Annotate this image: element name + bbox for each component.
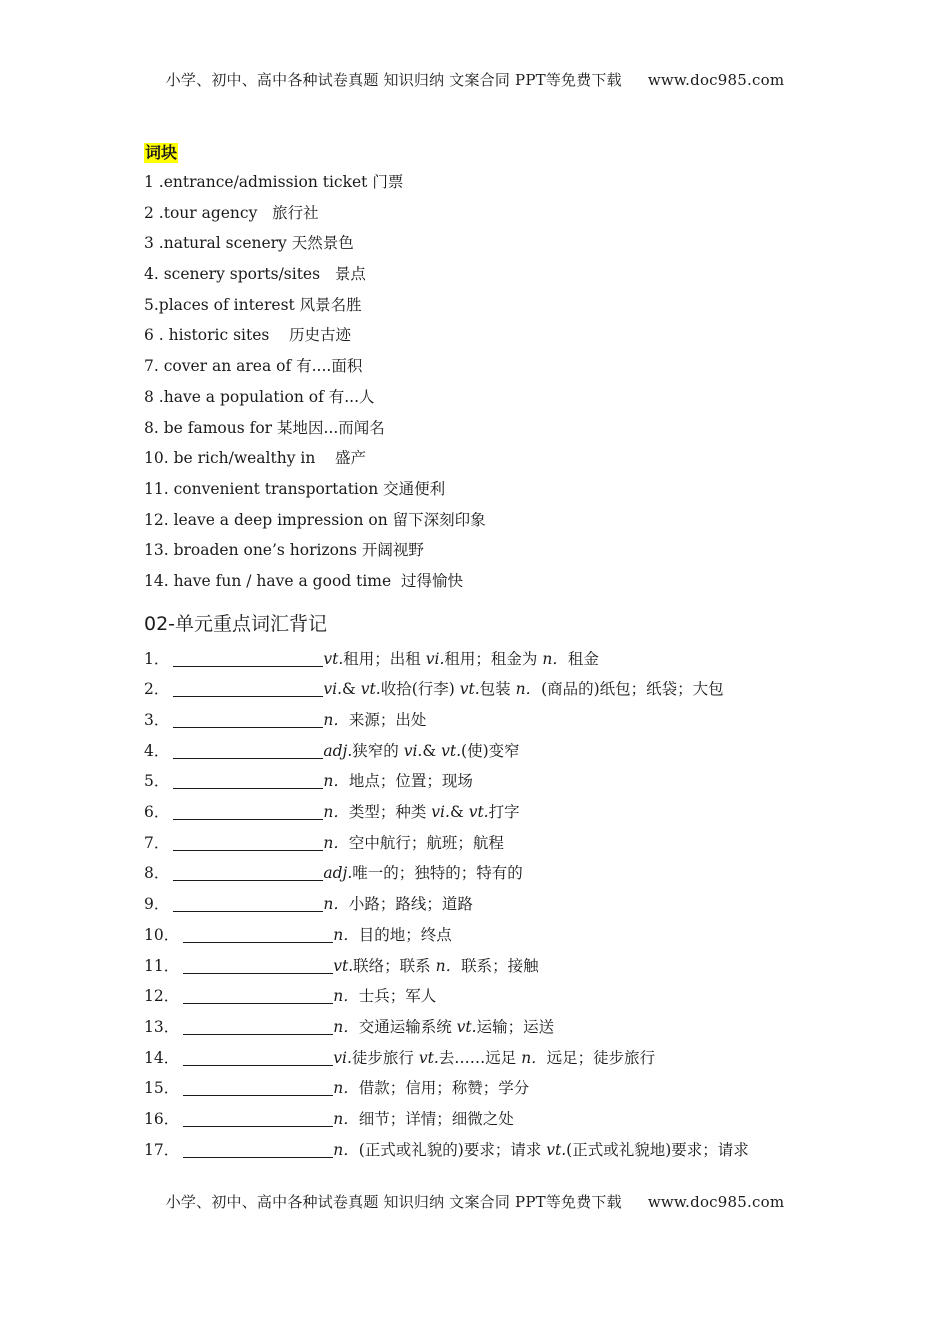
answer-blank[interactable] xyxy=(183,1077,333,1096)
part-of-speech: vi. xyxy=(323,680,343,699)
definition: & xyxy=(342,680,361,699)
part-of-speech: vt. xyxy=(418,1048,439,1067)
definition: 去……远足 xyxy=(438,1048,522,1067)
vocab-item xyxy=(144,736,844,767)
definition: 唯一的；独特的；特有的 xyxy=(352,864,523,883)
vocab-number: 9． xyxy=(144,895,170,914)
vocab-number: 13． xyxy=(144,1017,180,1036)
definition: 交通运输系统 xyxy=(358,1017,457,1036)
part-of-speech: n． xyxy=(333,1079,359,1098)
definition: 租金 xyxy=(567,649,599,668)
phrase-item: 10. be rich/wealthy in 盛产 xyxy=(144,449,367,468)
vocab-list xyxy=(144,644,844,1166)
page-footer xyxy=(0,1191,950,1212)
answer-blank[interactable] xyxy=(183,955,333,974)
answer-blank[interactable] xyxy=(173,770,323,789)
definition: (使)变窄 xyxy=(461,741,520,760)
vocab-number: 5． xyxy=(144,772,170,791)
phrase-item: 11. convenient transportation 交通便利 xyxy=(144,479,446,498)
part-of-speech: vi. xyxy=(403,741,423,760)
phrase-item: 14. have fun / have a good time 过得愉快 xyxy=(144,571,464,590)
phrase-item: 2 .tour agency 旅行社 xyxy=(144,203,319,222)
part-of-speech: n． xyxy=(333,987,359,1006)
part-of-speech: vt. xyxy=(546,1140,567,1159)
answer-blank[interactable] xyxy=(173,893,323,912)
phrase-item: 12. leave a deep impression on 留下深刻印象 xyxy=(144,510,486,529)
part-of-speech: vt. xyxy=(323,649,344,668)
vocab-item xyxy=(144,1073,844,1104)
definition: 租用；租金为 xyxy=(444,649,543,668)
answer-blank[interactable] xyxy=(173,648,323,667)
part-of-speech: n． xyxy=(333,925,359,944)
vocab-item xyxy=(144,951,844,982)
answer-blank[interactable] xyxy=(183,1108,333,1127)
vocab-number: 2． xyxy=(144,680,170,699)
header-site: www.doc985.com xyxy=(647,71,785,89)
phrase-item: 3 .natural scenery 天然景色 xyxy=(144,234,354,253)
vocab-number: 10． xyxy=(144,925,180,944)
definition: 联系；接触 xyxy=(461,956,539,975)
part-of-speech: n． xyxy=(333,1109,359,1128)
vocab-number: 1． xyxy=(144,649,170,668)
definition: 地点；位置；现场 xyxy=(348,772,473,791)
answer-blank[interactable] xyxy=(183,1016,333,1035)
phrase-item: 5.places of interest 风景名胜 xyxy=(144,295,362,314)
phrase-item: 1 .entrance/admission ticket 门票 xyxy=(144,173,404,191)
part-of-speech: n． xyxy=(542,649,568,668)
part-of-speech: vt. xyxy=(333,956,354,975)
part-of-speech: vi. xyxy=(333,1048,352,1067)
answer-blank[interactable] xyxy=(173,832,323,851)
part-of-speech: n． xyxy=(515,680,542,699)
definition: 收拾(行李) xyxy=(380,680,460,699)
phrase-item: 4. scenery sports/sites 景点 xyxy=(144,265,366,284)
phrase-list xyxy=(144,167,844,597)
part-of-speech: n． xyxy=(323,833,349,852)
vocab-item xyxy=(144,705,844,736)
part-of-speech: n． xyxy=(521,1048,547,1067)
part-of-speech: n． xyxy=(323,803,349,822)
vocab-item xyxy=(144,1135,844,1166)
definition: & xyxy=(422,741,442,760)
part-of-speech: n． xyxy=(323,772,349,791)
footer-site: www.doc985.com xyxy=(647,1193,785,1211)
part-of-speech: vt. xyxy=(459,680,480,699)
definition: 借款；信用；称赞；学分 xyxy=(358,1079,530,1098)
answer-blank[interactable] xyxy=(183,924,333,943)
definition: 类型；种类 xyxy=(348,803,432,822)
answer-blank[interactable] xyxy=(173,709,323,728)
vocab-item xyxy=(144,1012,844,1043)
phrase-item: 8. be famous for 某地因...而闻名 xyxy=(144,418,385,437)
vocab-number: 8． xyxy=(144,864,170,883)
vocab-number: 7． xyxy=(144,833,170,852)
definition: 包装 xyxy=(479,680,516,699)
part-of-speech: vt. xyxy=(360,680,381,699)
part-of-speech: n． xyxy=(333,1017,359,1036)
definition: 徒步旅行 xyxy=(351,1048,419,1067)
definition: 空中航行；航班；航程 xyxy=(348,833,504,852)
part-of-speech: vi. xyxy=(425,649,445,668)
definition: & xyxy=(449,803,469,822)
vocab-number: 15． xyxy=(144,1079,180,1098)
answer-blank[interactable] xyxy=(183,1139,333,1158)
part-of-speech: n． xyxy=(333,1140,359,1159)
part-of-speech: adj. xyxy=(323,741,353,760)
vocab-number: 16． xyxy=(144,1109,180,1128)
definition: (正式或礼貌的)要求；请求 xyxy=(358,1140,547,1159)
definition: 运输；运送 xyxy=(476,1017,555,1036)
definition: 目的地；终点 xyxy=(358,925,452,944)
definition: (商品的)纸包；纸袋；大包 xyxy=(541,680,724,699)
vocab-number: 3． xyxy=(144,711,170,729)
part-of-speech: adj. xyxy=(323,864,353,883)
vocab-item xyxy=(144,1104,844,1135)
vocab-item xyxy=(144,858,844,889)
part-of-speech: n． xyxy=(323,895,349,914)
vocab-item xyxy=(144,766,844,797)
vocab-item xyxy=(144,828,844,859)
answer-blank[interactable] xyxy=(183,1047,333,1066)
phrase-section-title: 词块 xyxy=(145,143,178,162)
vocab-number: 14． xyxy=(144,1048,180,1067)
page-header xyxy=(0,69,950,90)
definition: 联络；联系 xyxy=(353,956,436,975)
answer-blank[interactable] xyxy=(173,740,323,759)
definition: 打字 xyxy=(488,803,520,822)
vocab-item xyxy=(144,674,844,705)
vocab-item xyxy=(144,644,844,675)
part-of-speech: n． xyxy=(323,711,349,729)
definition: 租用；出租 xyxy=(343,649,426,668)
answer-blank[interactable] xyxy=(183,985,333,1004)
vocab-section-title: 02-单元重点词汇背记 xyxy=(144,612,328,635)
definition: 细节；详情；细微之处 xyxy=(358,1109,514,1128)
vocab-item xyxy=(144,920,844,951)
vocab-number: 6． xyxy=(144,803,170,822)
answer-blank[interactable] xyxy=(173,862,323,881)
definition: 小路；路线；道路 xyxy=(348,895,473,914)
part-of-speech: n． xyxy=(435,956,462,975)
vocab-item xyxy=(144,1043,844,1074)
definition: 来源；出处 xyxy=(348,711,427,729)
definition: 狭窄的 xyxy=(352,741,404,760)
part-of-speech: vt. xyxy=(441,741,462,760)
vocab-item xyxy=(144,889,844,920)
part-of-speech: vt. xyxy=(456,1017,477,1036)
answer-blank[interactable] xyxy=(173,678,323,697)
definition: (正式或礼貌地)要求；请求 xyxy=(566,1140,749,1159)
phrase-item: 8 .have a population of 有...人 xyxy=(144,387,375,406)
vocab-item xyxy=(144,981,844,1012)
vocab-number: 12． xyxy=(144,987,180,1006)
part-of-speech: vi. xyxy=(431,803,450,822)
phrase-item: 13. broaden one’s horizons 开阔视野 xyxy=(144,541,424,560)
phrase-item: 6 . historic sites 历史古迹 xyxy=(144,326,352,345)
phrase-item: 7. cover an area of 有....面积 xyxy=(144,357,363,376)
vocab-number: 17． xyxy=(144,1140,180,1159)
vocab-number: 11． xyxy=(144,956,180,975)
part-of-speech: vt. xyxy=(468,803,489,822)
vocab-item xyxy=(144,797,844,828)
document-body xyxy=(144,141,844,1165)
definition: 远足；徒步旅行 xyxy=(546,1048,656,1067)
answer-blank[interactable] xyxy=(173,801,323,820)
vocab-number: 4． xyxy=(144,741,170,760)
header-text: 小学、初中、高中各种试卷真题 知识归纳 文案合同 PPT等免费下载 xyxy=(165,71,622,89)
footer-text: 小学、初中、高中各种试卷真题 知识归纳 文案合同 PPT等免费下载 xyxy=(165,1193,622,1211)
definition: 士兵；军人 xyxy=(358,987,437,1006)
